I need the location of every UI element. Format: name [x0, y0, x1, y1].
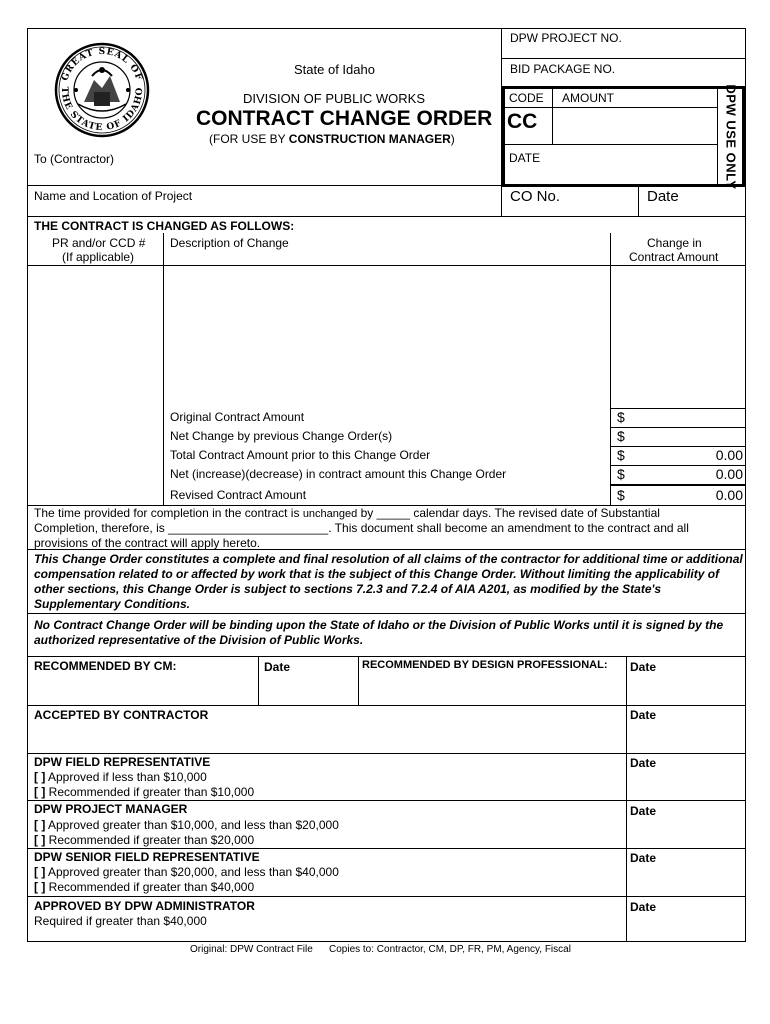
complete-resolution-statement: This Change Order constitutes a complete and final resolution of all claims of the contractor for additional time or additional compensation related to or affected by work that is the subject of this Change Order. Without limiting the applicability of other sections, this Change Order is subject to sections 7.2.3 and 7.2.4 of AIA A201, as modified by the State's Supplementary Conditions. — [34, 552, 743, 611]
code-line — [504, 107, 717, 108]
sfr-option-1: [ ] Approved greater than $20,000, and less than $40,000 — [34, 865, 339, 879]
changes-header-line — [27, 265, 746, 266]
dpw-project-no-label: DPW PROJECT NO. — [510, 31, 622, 45]
header-line — [501, 58, 746, 59]
state-name: State of Idaho — [294, 62, 375, 77]
change-amount-field[interactable] — [614, 268, 743, 404]
sfr-date-label: Date — [630, 851, 657, 865]
administrator-note: Required if greater than $40,000 — [34, 914, 207, 928]
amount-label: AMOUNT — [562, 91, 614, 105]
statement-divider — [27, 613, 746, 614]
statements-bottom-line — [27, 656, 746, 657]
summary-label-prior: Total Contract Amount prior to this Change Order — [170, 448, 431, 462]
sfr-option-2: [ ] Recommended if greater than $40,000 — [34, 880, 255, 894]
time-line-1: The time provided for completion in the contract is unchanged by _____ calendar days. The revised date of Substantial — [34, 506, 660, 520]
field-rep-label: DPW FIELD REPRESENTATIVE — [34, 755, 211, 769]
sig-line-4 — [27, 848, 746, 849]
time-line-3: provisions of the contract will apply hereto. — [34, 536, 261, 550]
pr-ccd-field[interactable] — [30, 268, 160, 502]
field-rep-checkbox-2[interactable]: [ ] — [34, 785, 46, 799]
summary-currency-original: $ — [617, 409, 625, 425]
summary-currency-net: $ — [617, 466, 625, 482]
co-no-label: CO No. — [510, 188, 561, 205]
bid-package-no-label: BID PACKAGE NO. — [510, 62, 616, 76]
seal-bottom-text: THE STATE OF IDAHO — [58, 86, 146, 134]
time-line-2: Completion, therefore, is ________________________. This document shall become an amendment to the contract and all — [34, 521, 689, 535]
co-date-label: Date — [647, 188, 679, 205]
col-pr-ccd: PR and/or CCD # — [52, 236, 146, 250]
sig-date-divider — [626, 656, 627, 942]
sig-line-2 — [27, 753, 746, 754]
use-by-line: (FOR USE BY CONSTRUCTION MANAGER) — [209, 132, 455, 146]
name-location-field[interactable] — [34, 202, 494, 214]
sfr-checkbox-1[interactable]: [ ] — [34, 865, 46, 879]
sig-dp-divider — [358, 656, 359, 705]
sig-cm-divider — [258, 656, 259, 705]
svg-text:GREAT SEAL OF — [60, 47, 143, 82]
changes-col1-divider — [163, 233, 164, 505]
prior-total-value: 0.00 — [715, 447, 743, 463]
sfr-checkbox-2[interactable]: [ ] — [34, 880, 46, 894]
summary-label-original: Original Contract Amount — [170, 410, 305, 424]
pm-option-1: [ ] Approved greater than $10,000, and less than $20,000 — [34, 818, 339, 832]
pm-date-label: Date — [630, 804, 657, 818]
to-contractor-label: To (Contractor) — [34, 152, 115, 166]
dpw-use-only-label: DPW USE ONLY — [723, 83, 738, 190]
to-contractor-field[interactable] — [130, 150, 495, 178]
summary-line-1 — [610, 427, 746, 428]
seal-top-text: GREAT SEAL OF — [60, 46, 144, 83]
dpw-date-field[interactable] — [556, 150, 713, 180]
code-divider — [552, 88, 553, 144]
administrator-label: APPROVED BY DPW ADMINISTRATOR — [34, 899, 255, 913]
col-description: Description of Change — [170, 236, 289, 250]
previous-change-field[interactable] — [632, 429, 743, 444]
dp-date-label: Date — [630, 660, 657, 674]
accepted-contractor-label: ACCEPTED BY CONTRACTOR — [34, 708, 209, 722]
division-name: DIVISION OF PUBLIC WORKS — [243, 91, 426, 106]
time-bottom-line — [27, 549, 746, 550]
state-seal — [54, 42, 150, 138]
description-field[interactable] — [167, 268, 607, 404]
co-divider — [638, 185, 639, 216]
project-manager-label: DPW PROJECT MANAGER — [34, 802, 188, 816]
sig-line-3 — [27, 800, 746, 801]
summary-currency-previous: $ — [617, 428, 625, 444]
sig-line-1 — [27, 705, 746, 706]
date-line — [504, 144, 717, 145]
pm-option-2: [ ] Recommended if greater than $20,000 — [34, 833, 255, 847]
recommended-cm-label: RECOMMENDED BY CM: — [34, 659, 177, 673]
changes-heading: THE CONTRACT IS CHANGED AS FOLLOWS: — [34, 219, 295, 233]
summary-currency-revised: $ — [617, 487, 625, 503]
code-label: CODE — [509, 91, 544, 105]
summary-currency-prior: $ — [617, 447, 625, 463]
amount-field[interactable] — [558, 110, 713, 140]
sig-line-5 — [27, 896, 746, 897]
field-rep-date-label: Date — [630, 756, 657, 770]
summary-top-line — [610, 408, 746, 409]
header-bottom-line — [27, 216, 746, 217]
net-change-value: 0.00 — [715, 466, 743, 482]
cm-date-label: Date — [264, 660, 291, 674]
field-rep-checkbox-1[interactable]: [ ] — [34, 770, 46, 784]
admin-date-label: Date — [630, 900, 657, 914]
binding-statement: No Contract Change Order will be binding upon the State of Idaho or the Division of Public Works until it is signed by the authorized representative of the Division of Public Works. — [34, 618, 724, 647]
col-pr-ccd-note: (If applicable) — [62, 250, 135, 264]
contractor-date-label: Date — [630, 708, 657, 722]
col-change-amount-2: Contract Amount — [629, 250, 719, 264]
footer-copies: Copies to: Contractor, CM, DP, FR, PM, Agency, Fiscal — [329, 944, 571, 955]
summary-label-previous: Net Change by previous Change Order(s) — [170, 429, 393, 443]
time-change-value[interactable]: unchanged — [302, 508, 358, 520]
field-rep-option-2: [ ] Recommended if greater than $10,000 — [34, 785, 255, 799]
page-title: CONTRACT CHANGE ORDER — [196, 107, 493, 130]
summary-line-4 — [610, 484, 746, 486]
pm-checkbox-2[interactable]: [ ] — [34, 833, 46, 847]
dpw-date-label: DATE — [509, 151, 541, 165]
name-location-label: Name and Location of Project — [34, 189, 193, 203]
col-change-amount: Change in — [647, 236, 702, 250]
revised-amount-value: 0.00 — [715, 487, 743, 503]
dpw-project-no-field[interactable] — [640, 30, 740, 52]
recommended-dp-label: RECOMMENDED BY DESIGN PROFESSIONAL: — [362, 659, 608, 671]
pm-checkbox-1[interactable]: [ ] — [34, 818, 46, 832]
senior-field-rep-label: DPW SENIOR FIELD REPRESENTATIVE — [34, 850, 260, 864]
original-amount-field[interactable] — [632, 410, 743, 425]
footer-original: Original: DPW Contract File — [190, 944, 313, 955]
summary-label-net: Net (increase)(decrease) in contract amount this Change Order — [170, 467, 507, 481]
summary-label-revised: Revised Contract Amount — [170, 488, 307, 502]
bid-package-no-field[interactable] — [630, 61, 740, 83]
field-rep-option-1: [ ] Approved if less than $10,000 — [34, 770, 207, 784]
code-value: CC — [507, 110, 538, 133]
